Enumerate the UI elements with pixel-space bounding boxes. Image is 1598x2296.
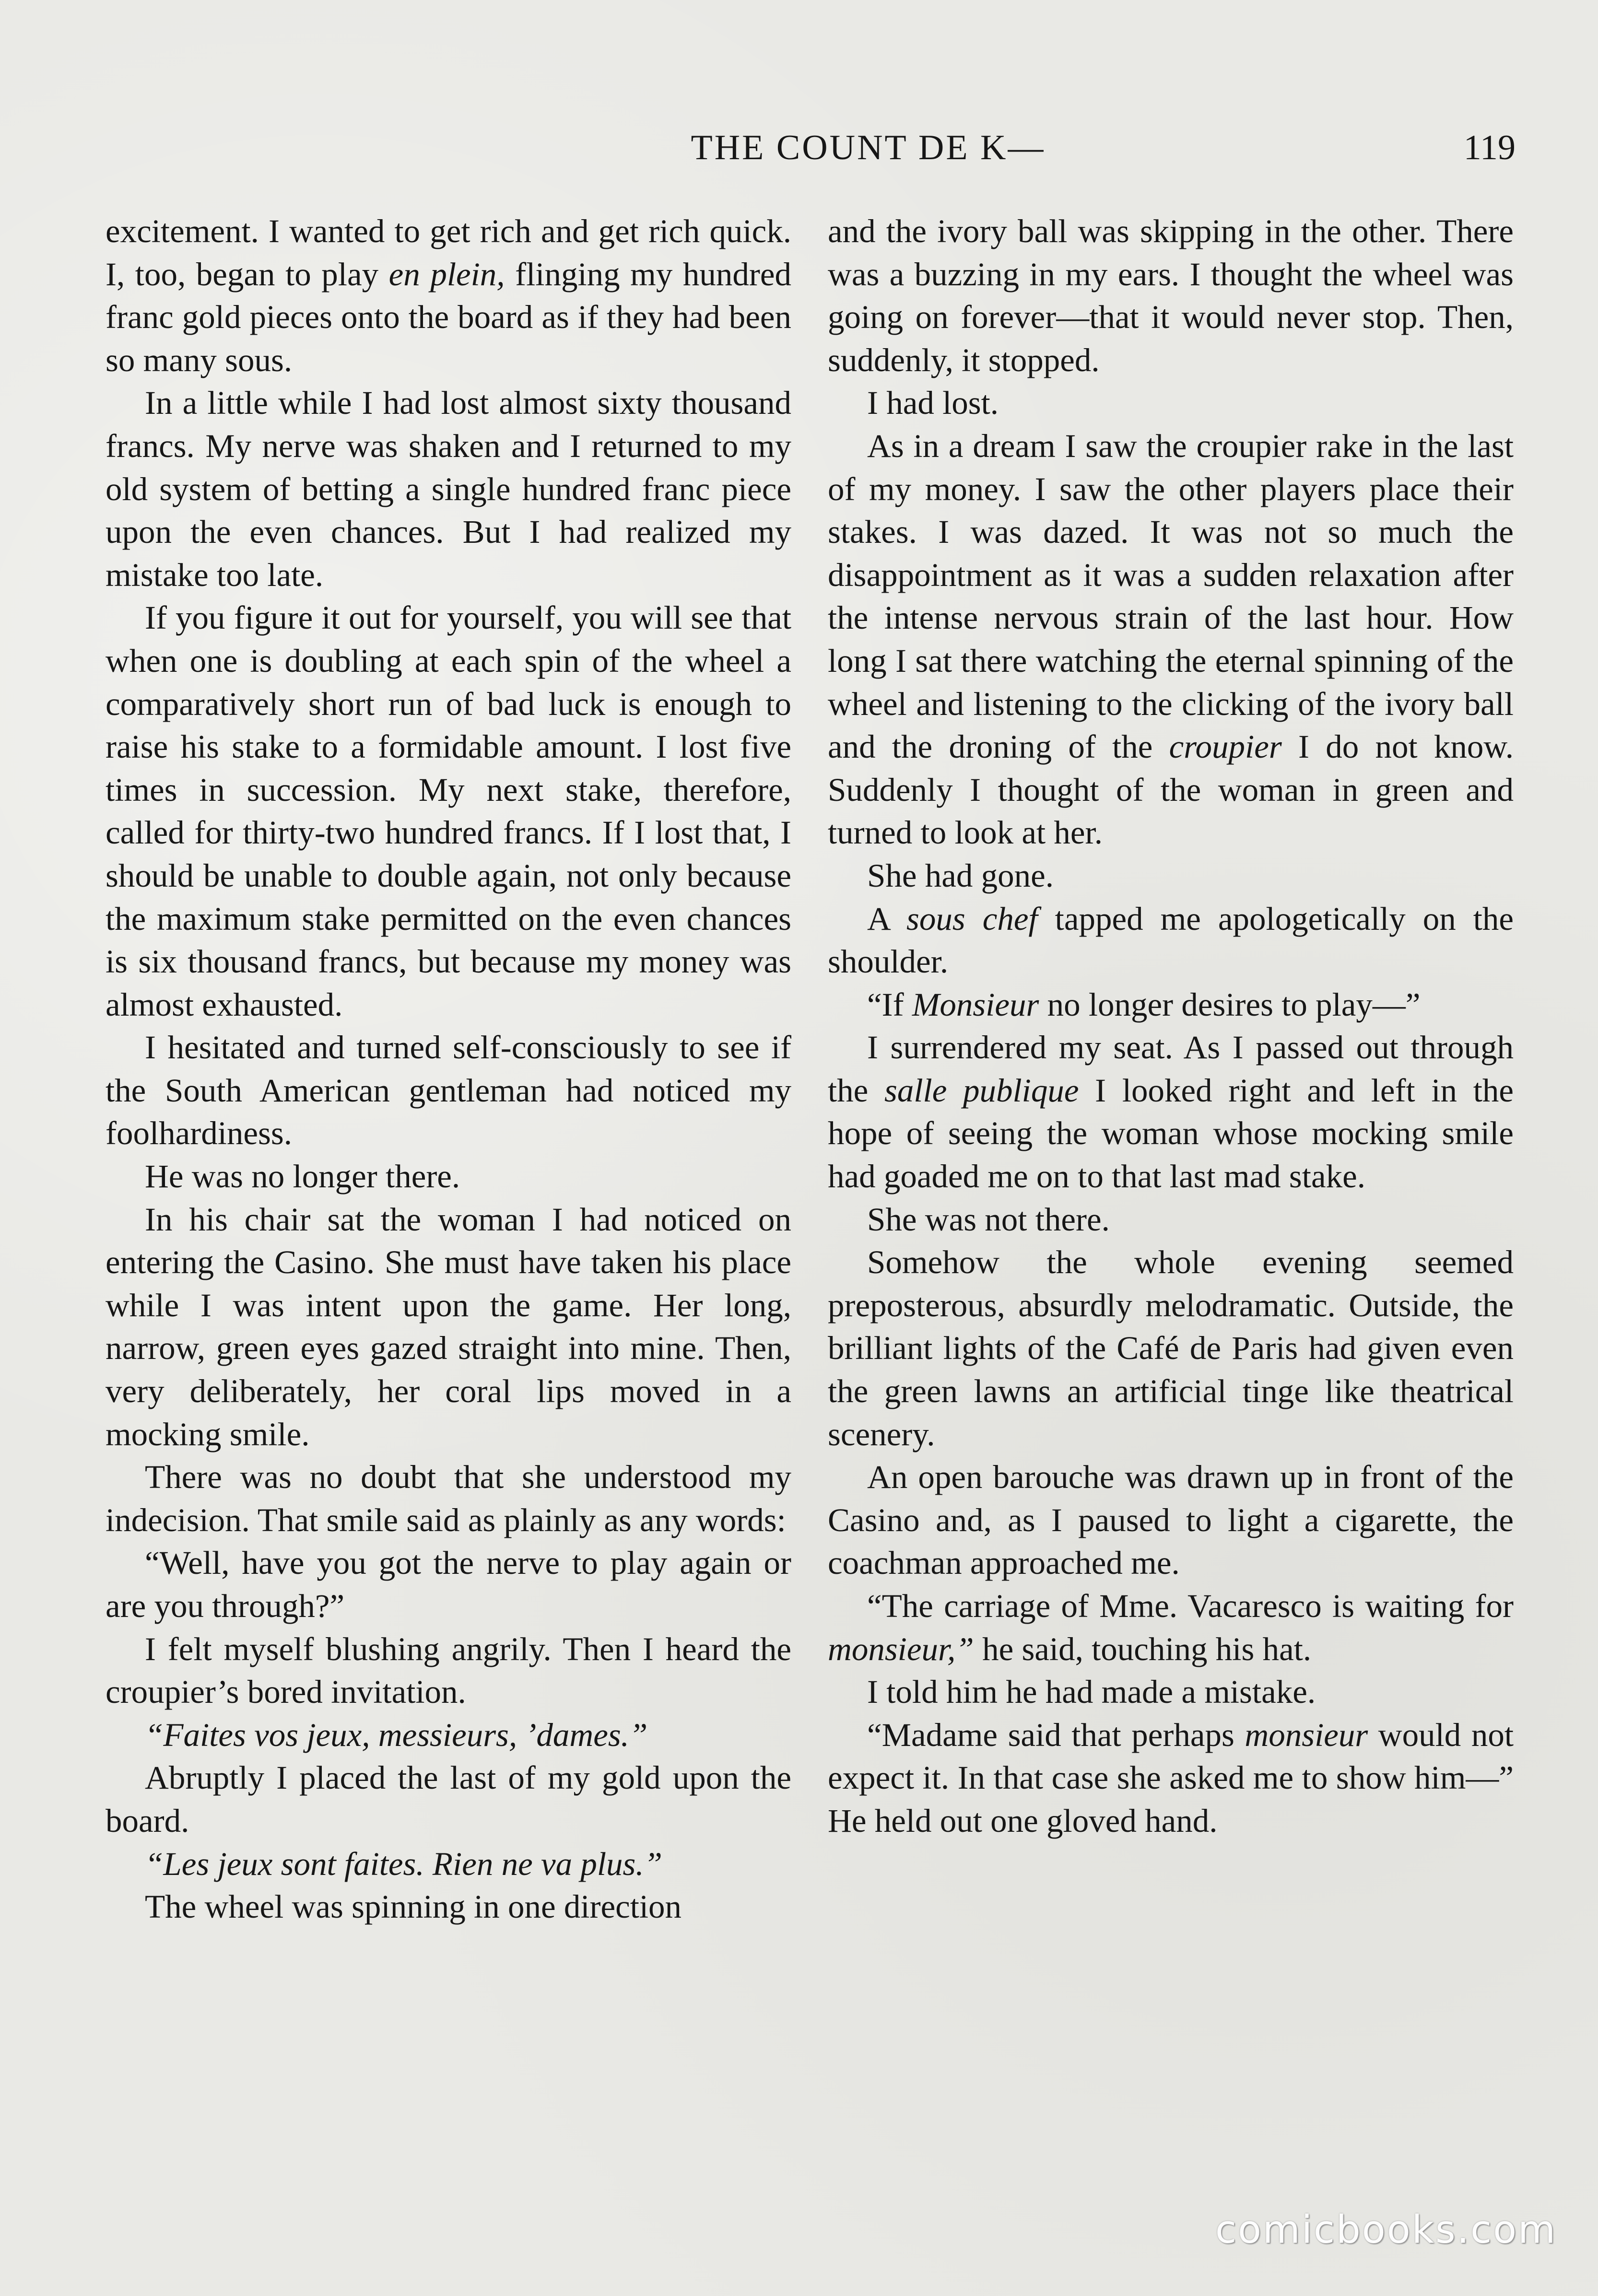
french-quote: “Faites vos jeux, messieurs, ’dames.” [145, 1716, 648, 1753]
dialogue-paragraph: “Well, have you got the nerve to play again or are you through?” [106, 1545, 791, 1624]
paragraph [106, 210, 791, 382]
paragraph: In a little while I had lost almost sixty thousand francs. My nerve was shaken and I returned to my old system of betting a single hundred franc piece upon the even chances. But I had realized my mistake too late. [106, 385, 791, 593]
text-run: flinging my hundred franc gold pieces onto the board as if they had been so many sous. [106, 256, 791, 378]
text-run: A [867, 900, 907, 937]
paragraph [828, 425, 1514, 855]
paragraph: I had lost. [867, 385, 999, 422]
text-run: tapped me apologetically on the shoulder. [828, 900, 1514, 980]
paragraph: The wheel was spinning in one direction [145, 1888, 682, 1925]
text-run: would not expect it. In that case she asked me to show him—” He held out one gloved hand. [828, 1716, 1514, 1839]
french-quote: “Les jeux sont faites. Rien ne va plus.” [145, 1845, 663, 1882]
paragraph: An open barouche was drawn up in front of the Casino and, as I paused to light a cigarette, the coachman approached me. [828, 1459, 1514, 1581]
running-head [106, 124, 1516, 172]
text-run: excitement. I wanted to get rich and get rich quick. I, too, began to play [106, 213, 791, 293]
paragraph: Somehow the whole evening seemed preposterous, absurdly melodramatic. Outside, the brilliant lights of the Café de Paris had given even the green lawns an artificial tinge like theatrical scenery. [828, 1244, 1514, 1453]
paragraph: There was no doubt that she understood my indecision. That smile said as plainly as any words: [106, 1459, 791, 1538]
text-run: I surrendered my seat. As I passed out through the [828, 1029, 1514, 1109]
dialogue-paragraph [828, 1714, 1514, 1843]
dialogue-paragraph [828, 1585, 1514, 1671]
italic-phrase: monsieur,” [828, 1630, 974, 1667]
paragraph: and the ivory ball was skipping in the other. There was a buzzing in my ears. I thought the wheel was going on forever—that it would never stop. Then, suddenly, it stopped. [828, 213, 1514, 378]
paragraph [828, 898, 1514, 984]
paragraph: She had gone. [867, 857, 1054, 894]
paragraph: I felt myself blushing angrily. Then I heard the croupier’s bored invitation. [106, 1630, 791, 1710]
text-run: “Madame said that perhaps [867, 1716, 1245, 1753]
text-run: As in a dream I saw the croupier rake in the last of my money. I saw the other players place their stakes. I was dazed. It was not so much the disappointment as it was a sudden relaxation after the intense nervous strain of the last hour. How long I sat there watching the eternal spinning of the wheel and listening to the clicking of the ivory ball and the droning of the [828, 427, 1514, 765]
italic-phrase: sous chef [906, 900, 1038, 937]
italic-phrase: Monsieur [912, 986, 1039, 1023]
paragraph: I told him he had made a mistake. [867, 1674, 1316, 1710]
paragraph [828, 1026, 1514, 1198]
page-number: 119 [1463, 128, 1516, 167]
paragraph: He was no longer there. [145, 1158, 460, 1195]
italic-phrase: monsieur [1245, 1716, 1368, 1753]
paragraph: If you figure it out for yourself, you will see that when one is doubling at each spin of the wheel a comparatively short run of bad luck is enough to raise his stake to a formidable amount. I lost five times in succession. My next stake, therefore, called for thirty-two hundred francs. If I lost that, I should be unable to double again, not only because the maximum stake permitted on the even chances is six thousand francs, but because my money was almost exhausted. [106, 599, 791, 1023]
right-column [828, 210, 1514, 1843]
left-column [106, 210, 791, 1929]
paragraph: I hesitated and turned self-consciously to see if the South American gentleman had noticed my foolhardiness. [106, 1029, 791, 1152]
text-run: I do not know. Suddenly I thought of the woman in green and turned to look at her. [828, 728, 1514, 851]
dialogue-paragraph [828, 984, 1514, 1027]
running-title: THE COUNT DE K— [691, 128, 1046, 167]
paragraph: In his chair sat the woman I had noticed on entering the Casino. She must have taken his place while I was intent upon the game. Her long, narrow, green eyes gazed straight into mine. Then, very deliberately, her coral lips moved in a mocking smile. [106, 1201, 791, 1453]
paragraph: Abruptly I placed the last of my gold upon the board. [106, 1759, 791, 1839]
text-run: no longer desires to play—” [1039, 986, 1421, 1023]
text-run: I looked right and left in the hope of seeing the woman whose mocking smile had goaded me on to that last mad stake. [828, 1072, 1514, 1195]
watermark: comicbooks.com [1215, 2207, 1557, 2252]
italic-phrase: salle publique [884, 1072, 1079, 1109]
text-run: “If [867, 986, 912, 1023]
paragraph: She was not there. [867, 1201, 1110, 1238]
italic-phrase: en plein, [388, 256, 505, 293]
italic-phrase: croupier [1169, 728, 1282, 765]
text-run: he said, touching his hat. [974, 1630, 1312, 1667]
text-run: “The carriage of Mme. Vacaresco is waiting for [867, 1588, 1514, 1624]
